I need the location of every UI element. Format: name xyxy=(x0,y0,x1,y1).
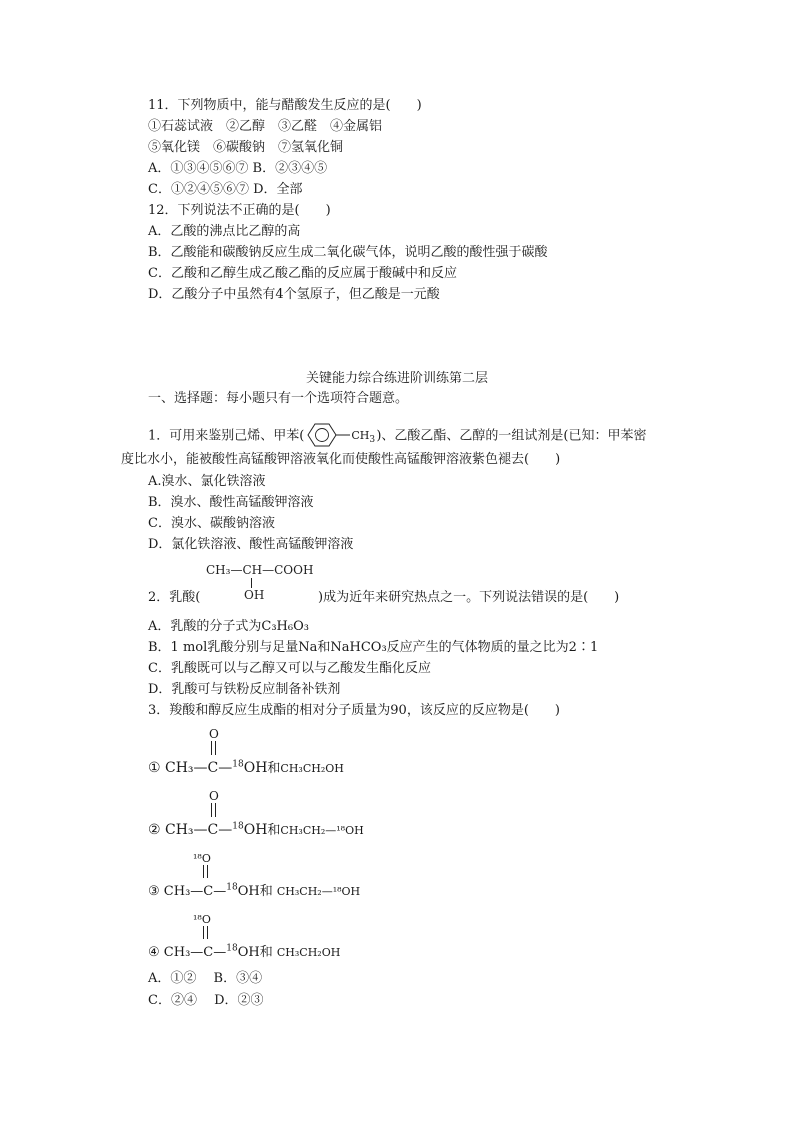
q12-option-c: C．乙酸和乙醇生成乙酸乙酯的反应属于酸碱中和反应 xyxy=(148,266,457,281)
q3-stem: 3．羧酸和醇反应生成酯的相对分子质量为90，该反应的反应物是( ) xyxy=(148,703,560,718)
section-title: 关键能力综合练进阶训练第二层 xyxy=(305,371,488,386)
carbonyl-o: ¹⁸O xyxy=(193,852,211,865)
carbonyl-o: O xyxy=(209,727,219,741)
q11-items-2: ⑤氧化镁 ⑥碳酸钠 ⑦氢氧化铜 xyxy=(148,140,344,155)
and-word: 和 xyxy=(267,761,281,776)
double-bond xyxy=(211,741,216,755)
lactic-acid-oh: OH xyxy=(244,588,265,602)
lactic-acid-bond xyxy=(251,578,252,588)
acid-group: CH₃—C— xyxy=(163,884,227,899)
hydroxyl: OH xyxy=(237,945,260,960)
alcohol: CH₃CH₂—¹⁸OH xyxy=(276,885,361,898)
methyl-group: $CH_3$ xyxy=(351,429,376,446)
hydroxyl: OH xyxy=(237,884,260,899)
lactic-acid-structure xyxy=(206,563,313,577)
and-word: 和 xyxy=(259,884,273,899)
alcohol: CH₃CH₂OH xyxy=(280,762,344,775)
q1-option-a: A.溴水、氯化铁溶液 xyxy=(148,474,266,489)
double-bond xyxy=(203,865,208,878)
q12-option-a: A．乙酸的沸点比乙醇的高 xyxy=(148,224,301,239)
isotope-label: 18 xyxy=(226,882,238,893)
q1-stem-pre: 1．可用来鉴别己烯、甲苯( xyxy=(148,428,305,444)
q11-options-ab: A．①③④⑤⑥⑦ B．②③④⑤ xyxy=(148,161,328,176)
double-bond xyxy=(203,926,208,939)
and-word: 和 xyxy=(267,823,281,838)
q1-option-b: B．溴水、酸性高锰酸钾溶液 xyxy=(148,495,314,510)
item-number: ② xyxy=(148,822,161,838)
isotope-label: 18 xyxy=(232,759,244,770)
q2-option-c: C．乳酸既可以与乙醇又可以与乙酸发生酯化反应 xyxy=(148,661,431,676)
q2-stem-post: )成为近年来研究热点之一。下列说法错误的是( ) xyxy=(318,590,620,605)
lactic-acid-chain: CH₃—CH—COOH xyxy=(206,563,314,577)
q12-option-d: D．乙酸分子中虽然有4个氢原子，但乙酸是一元酸 xyxy=(148,287,440,302)
item-number: ① xyxy=(148,760,161,776)
acid-group: CH₃—C— xyxy=(163,945,227,960)
q1-option-c: C．溴水、碳酸钠溶液 xyxy=(148,516,275,531)
hydroxyl: OH xyxy=(243,822,268,838)
acid-group: CH₃—C— xyxy=(165,822,233,838)
alcohol: CH₃CH₂OH xyxy=(276,946,341,959)
q3-options-cd: C．②④ D．②③ xyxy=(148,993,264,1008)
isotope-label: 18 xyxy=(226,943,238,954)
q11-stem: 11．下列物质中，能与醋酸发生反应的是( ) xyxy=(148,98,422,113)
toluene-structure xyxy=(304,428,376,444)
section-instruction: 一、选择题：每小题只有一个选项符合题意。 xyxy=(148,391,409,406)
double-bond xyxy=(211,803,216,817)
isotope-label: 18 xyxy=(232,821,244,832)
q3-options-ab: A．①② B．③④ xyxy=(148,971,263,986)
carbonyl-o: O xyxy=(209,789,219,803)
q1-stem-line1 xyxy=(148,428,647,445)
q2-stem-pre: 2．乳酸( xyxy=(148,590,201,605)
hydroxyl: OH xyxy=(243,760,268,776)
q12-stem: 12．下列说法不正确的是( ) xyxy=(148,203,331,218)
and-word: 和 xyxy=(259,945,273,960)
q1-stem-line2: 度比水小，能被酸性高锰酸钾溶液氧化而使酸性高锰酸钾溶液紫色褪去( ) xyxy=(121,452,561,467)
item-number: ④ xyxy=(148,945,160,960)
item-number: ③ xyxy=(148,884,160,899)
q1-option-d: D．氯化铁溶液、酸性高锰酸钾溶液 xyxy=(148,537,354,552)
acid-group: CH₃—C— xyxy=(165,760,233,776)
q2-option-b: B．1 mol乳酸分别与足量Na和NaHCO₃反应产生的气体物质的量之比为2∶1 xyxy=(148,640,599,655)
q11-options-cd: C．①②④⑤⑥⑦ D．全部 xyxy=(148,182,303,197)
q12-option-b: B．乙酸能和碳酸钠反应生成二氧化碳气体，说明乙酸的酸性强于碳酸 xyxy=(148,245,548,260)
q2-option-d: D．乳酸可与铁粉反应制备补铁剂 xyxy=(148,682,341,697)
q2-option-a: A．乳酸的分子式为C₃H₆O₃ xyxy=(148,619,309,634)
q11-items-1: ①石蕊试液 ②乙醇 ③乙醛 ④金属铝 xyxy=(148,119,383,134)
alcohol: CH₃CH₂—¹⁸OH xyxy=(280,824,364,837)
q1-stem-post: )、乙酸乙酯、乙醇的一组试剂是(已知：甲苯密 xyxy=(376,428,647,444)
carbonyl-o: ¹⁸O xyxy=(193,913,211,926)
